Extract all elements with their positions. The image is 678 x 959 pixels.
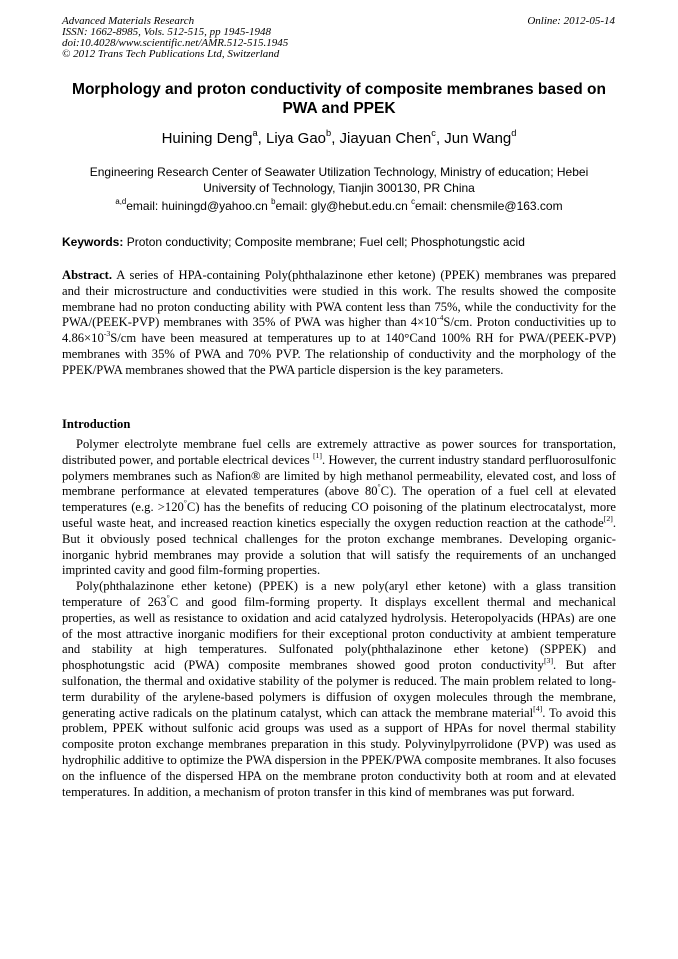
email-address[interactable]: email: gly@hebut.edu.cn xyxy=(275,199,408,213)
section-heading: Introduction xyxy=(62,417,131,431)
author-name: Liya Gao xyxy=(265,130,327,147)
journal-doi: doi:10.4028/www.scientific.net/AMR.512-515.1945 xyxy=(62,37,289,49)
author-mark: c xyxy=(431,128,436,139)
text-run: . But after sulfonation, the thermal and oxidative stability of the polymer is reduced. The main problem related to long-term durability of the arylene-based polymers is diffusion of oxygen molecules through the membrane, generating active radicals on the platinum catalyst, which can attack the membrane material xyxy=(62,658,616,720)
introduction-body xyxy=(62,437,616,800)
affiliation: Engineering Research Center of Seawater Utilization Technology, Ministry of education; Hebei University of Technology, Tianjin 300130, PR China xyxy=(89,165,589,195)
author-mark: b xyxy=(326,128,332,139)
author-name: Jun Wang xyxy=(444,130,512,147)
degree-mark: ° xyxy=(183,498,187,508)
keywords xyxy=(62,235,616,249)
paper-title: Morphology and proton conductivity of composite membranes based on PWA and PPEK xyxy=(72,81,606,117)
exponent: -3 xyxy=(103,329,111,339)
text-run: Poly(phthalazinone ether ketone) (PPEK) is a new poly(aryl ether ketone) with a glass transition temperature of 263 xyxy=(62,579,616,609)
keywords-label: Keywords: xyxy=(62,235,124,249)
text-run: . However, the current industry standard perfluorosulfonic polymers membranes such as Nafion® are limited by high methanol permeability, elevated cost, and loss of membrane performance at elevated temperatures (above 80 xyxy=(62,452,616,499)
degree-mark: ° xyxy=(377,482,381,492)
author-mark: a xyxy=(252,128,258,139)
keywords-text: Proton conductivity; Composite membrane; Fuel cell; Phosphotungstic acid xyxy=(126,235,525,249)
text-run: C) has the benefits of reducing CO poisoning of the platinum electrocatalyst, more useful waste heat, and increased reaction kinetics especially the oxygen reduction reaction at the cathode xyxy=(62,500,616,530)
author-list: Huining Deng$^a$, Liya Gao$^b$, Jiayuan Chen$^c$, Jun Wang$^d$ xyxy=(161,128,517,147)
citation[interactable]: [1] xyxy=(312,450,323,460)
citation[interactable]: [4] xyxy=(533,703,543,713)
email-mark: a,d xyxy=(115,197,127,207)
degree-mark: ° xyxy=(166,593,170,603)
email-mark: c xyxy=(411,197,416,207)
exponent: -4 xyxy=(436,313,444,323)
text-run: C and good film-forming property. It displays excellent thermal and mechanical properties, as well as resistance to oxidation and acid catalyzed hydrolysis. Heteropolyacids (HPAs) are one of the most attractive inorganic modifiers for their exceptional proton conductivity at ambient temperature and stability at high temperatures. Sulfonated poly(phthalazinone ether ketone) (SPPEK) and phosphotungstic acid (PWA) composite membranes showed good proton conductivity xyxy=(62,594,616,673)
paragraph xyxy=(62,579,616,800)
abstract-text: A series of HPA-containing Poly(phthalazinone ether ketone) (PPEK) membranes was prepared and their microstructure and conductivities were studied in this work. The results showed the composite membrane had no proton conducting ability with PWA content less than 75%, while the conductivity for the PWA/(PEEK-PVP) membranes with 35% of PWA was higher than 4×10 xyxy=(62,268,616,330)
journal-issn: ISSN: 1662-8985, Vols. 512-515, pp 1945-1948 xyxy=(62,26,271,38)
journal-copyright: © 2012 Trans Tech Publications Ltd, Switzerland xyxy=(62,48,280,60)
text-run: C). The operation of a fuel cell at elevated temperatures (e.g. >120 xyxy=(62,484,616,515)
journal-header xyxy=(62,16,442,60)
journal-name: Advanced Materials Research xyxy=(62,15,195,27)
author-mark: d xyxy=(511,128,517,139)
online-date: Online: 2012-05-14 xyxy=(527,15,615,27)
abstract xyxy=(62,268,616,379)
paragraph xyxy=(62,437,616,579)
email-address[interactable]: email: huiningd@yahoo.cn xyxy=(126,199,268,213)
email-line xyxy=(62,199,616,213)
text-run: . But it obviously posed technical challenges for the proton exchange membranes. Developing organic-inorganic hybrid membranes may provide a solution that will satisfy the requirements of an unchanged imprinted cavity and good film-forming properties. xyxy=(62,515,616,578)
text-run: . To avoid this problem, PPEK without sulfonic acid groups was used as a support of HPAs for novel thermal stability composite proton exchange membranes preparation in this study. Polyvinylpyrrolidone (PVP) was used as hydrophilic additive to optimize the PWA dispersion in the PPEK/PWA composite membranes. It also focuses on the influence of the dispersed HPA on the membrane proton conductivity both at room and at elevated temperatures. In addition, a mechanism of proton transfer in this kind of membranes was put forward. xyxy=(62,705,616,799)
email-mark: b xyxy=(271,197,276,207)
citation[interactable]: [3] xyxy=(543,656,554,666)
text-run: Polymer electrolyte membrane fuel cells are extremely attractive as power sources for transportation, distributed power, and portable electrical devices xyxy=(62,437,616,467)
author-name: Huining Deng xyxy=(161,130,253,147)
citation[interactable]: [2] xyxy=(603,514,613,524)
abstract-text: S/cm. Proton conductivities up to 4.86×10 xyxy=(62,315,616,346)
abstract-text: S/cm have been measured at temperatures up to at 140°Cand 100% RH for PWA/(PEEK-PVP) membranes with 35% of PWA and 70% PVP. The relationship of conductivity and the morphology of the PPEK/PWA membranes showed that the PWA particle dispersion is the key parameters. xyxy=(62,331,616,377)
abstract-label: Abstract. xyxy=(62,268,113,282)
author-name: Jiayuan Chen xyxy=(339,130,432,147)
email-address[interactable]: email: chensmile@163.com xyxy=(415,199,563,213)
